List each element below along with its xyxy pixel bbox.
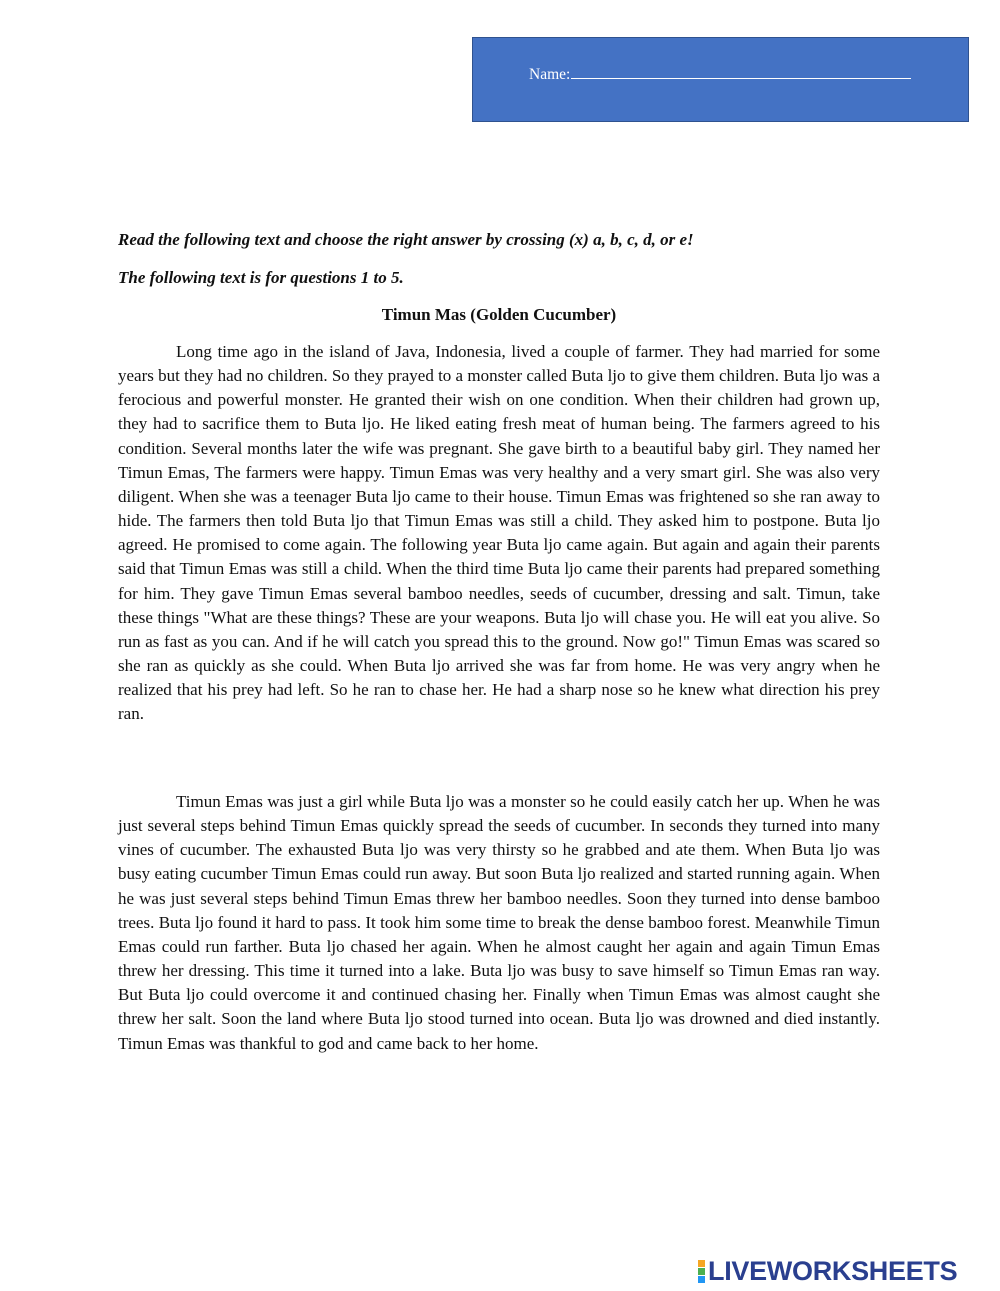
instruction-line-1: Read the following text and choose the right answer by crossing (x) a, b, c, d, or e! [118,230,694,249]
name-box [472,37,969,122]
story-title: Timun Mas (Golden Cucumber) [381,305,617,324]
liveworksheets-logo [698,1256,957,1286]
name-field[interactable] [529,64,911,84]
story-paragraph-1-block [118,340,880,727]
name-label: Name: [529,66,571,83]
instruction-line-2: The following text is for questions 1 to 5. [118,268,404,287]
story-paragraph-1: Long time ago in the island of Java, Indonesia, lived a couple of farmer. They had married for some years but they had no children. So they prayed to a monster called Buta ljo to give them children. Buta ljo was a ferocious and powerful monster. He granted their wish on one condition. When their children had grown up, they had to sacrifice them to Buta ljo. He liked eating fresh meat of human being. The farmers agreed to his condition. Several months later the wife was pregnant. She gave birth to a beautiful baby girl. They named her Timun Emas, The farmers were happy. Timun Emas was very healthy and a very smart girl. She was also very diligent. When she was a teenager Buta ljo came to their house. Timun Emas was frightened so she ran away to hide. The farmers then told Buta ljo that Timun Emas was still a child. They asked him to postpone. Buta ljo agreed. He promised to come again. The following year Buta ljo came again. But again and again their parents said that Timun Emas was still a child. When the third time Buta ljo came their parents had prepared something for him. They gave Timun Emas several bamboo needles, seeds of cucumber, dressing and salt. Timun, take these things "What are these things? These are your weapons. Buta ljo will chase you. He will eat you alive. So run as fast as you can. And if he will catch you spread this to the ground. Now go!" Timun Emas was scared so she ran as quickly as she could. When Buta ljo arrived she was far from home. He was very angry when he realized that his prey had left. So he ran to chase her. He had a sharp nose so he knew what direction his prey ran. [118,342,880,724]
story-paragraph-2: Timun Emas was just a girl while Buta ljo was a monster so he could easily catch her up. When he was just several steps behind Timun Emas quickly spread the seeds of cucumber. In seconds they turned into many vines of cucumber. The exhausted Buta ljo was very thirsty so he grabbed and ate them. When Buta ljo was busy eating cucumber Timun Emas could run away. But soon Buta ljo realized and started running again. When he was just several steps behind Timun Emas threw her bamboo needles. Soon they turned into dense bamboo trees. Buta ljo found it hard to pass. It took him some time to break the dense bamboo forest. Meanwhile Timun Emas could run farther. Buta ljo chased her again. When he almost caught her again and again Timun Emas threw her dressing. This time it turned into a lake. Buta ljo was busy to save himself so Timun Emas ran way. But Buta ljo could overcome it and continued chasing her. Finally when Timun Emas was almost caught she threw her salt. Soon the land where Buta ljo stood turned into ocean. Buta ljo was drowned and died instantly. Timun Emas was thankful to god and came back to her home. [118,792,880,1053]
logo-text: LIVEWORKSHEETS [708,1255,958,1286]
story-paragraph-2-block [118,790,880,1056]
name-blank-line[interactable] [571,64,911,79]
logo-blocks-icon [698,1260,705,1283]
